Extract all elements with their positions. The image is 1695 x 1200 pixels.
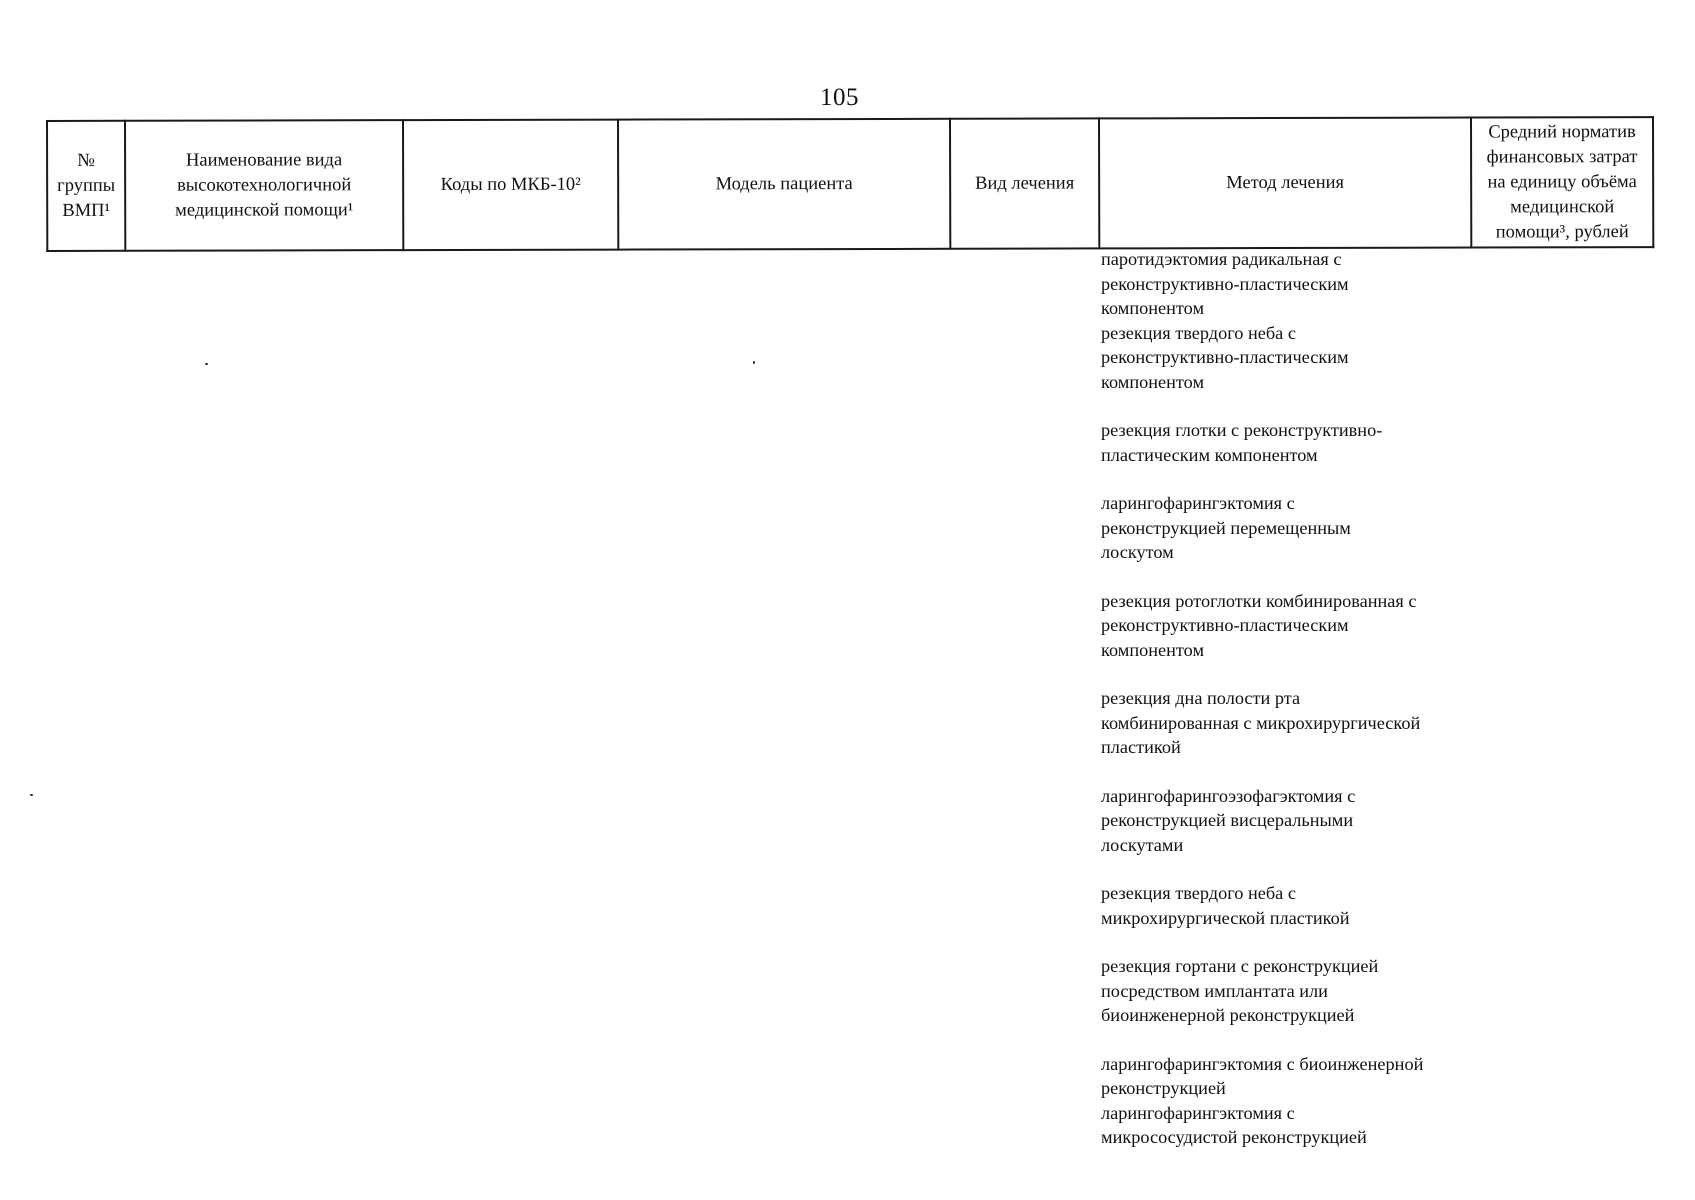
treatment-method-item: резекция глотки с реконструктивно- пластическим компонентом [1101,420,1383,465]
col-header-average-cost [1471,117,1653,247]
header-text-line: Метод лечения [1226,172,1345,193]
method-group-spacer [1101,394,1423,418]
method-group-spacer [1101,930,1423,954]
header-text-line: группы [57,175,116,196]
header-text-line: ВМП¹ [62,200,111,221]
header-text-line: Коды по МКБ-10² [440,174,581,195]
treatment-method-item: ларингофарингэктомия с реконструкцией перемещенным лоскутом [1101,493,1351,562]
method-group-spacer [1101,760,1423,784]
treatment-method-item: резекция твердого неба с реконструктивно-пластическим компонентом [1101,322,1349,392]
treatment-method-item: резекция твердого неба с микрохирургической пластикой [1101,883,1350,928]
method-group-spacer [1101,857,1423,881]
treatment-method-item: резекция ротоглотки комбинированная с реконструктивно-пластическим компонентом [1101,590,1417,660]
treatment-method-item: ларингофарингэктомия с микрососудистой реконструкцией [1101,1102,1367,1147]
col-header-patient-model [618,119,950,250]
header-text-line: помощи³, рублей [1495,222,1629,243]
treatment-method-item: паротидэктомия радикальная с реконструктивно-пластическим компонентом [1101,249,1349,318]
col-header-group-number [47,121,125,251]
page-number: 105 [820,84,859,111]
header-text-line: Вид лечения [975,172,1075,194]
treatment-method-item: резекция дна полости рта комбинированная с микрохирургической пластикой [1101,688,1421,757]
scan-speck [753,361,755,364]
header-text-line: Модель пациента [715,173,853,194]
method-group-spacer [1101,565,1423,589]
header-text-line: высокотехнологичной [177,174,352,196]
treatment-methods-list [1101,247,1423,1150]
header-row [47,117,1653,251]
col-header-treatment-type [950,118,1099,248]
header-text-line: № [77,150,95,171]
treatment-method-item: ларингофарингоэзофагэктомия с реконструкцией висцеральными лоскутами [1101,785,1356,855]
header-text-line: на единицу объёма [1487,172,1637,193]
treatment-method-item: резекция гортани с реконструкцией посредством имплантата или биоинженерной реконструкцией [1101,956,1379,1025]
col-header-care-type-name [125,120,403,251]
col-header-treatment-method [1099,118,1471,249]
header-text-line: Наименование вида [185,149,343,171]
scan-speck [205,363,208,365]
header-text-line: финансовых затрат [1486,147,1638,168]
header-text-line: медицинской помощи¹ [175,199,354,221]
method-group-spacer [1101,1028,1423,1052]
header-text-line: Средний норматив [1488,122,1636,143]
treatment-method-item: ларингофарингэктомия с биоинженерной реконструкцией [1101,1053,1424,1098]
col-header-icd-codes [403,120,618,251]
method-group-spacer [1101,467,1423,491]
table-header [46,116,1654,252]
method-group-spacer [1101,662,1423,686]
scan-speck [30,794,33,796]
header-text-line: медицинской [1510,197,1615,218]
